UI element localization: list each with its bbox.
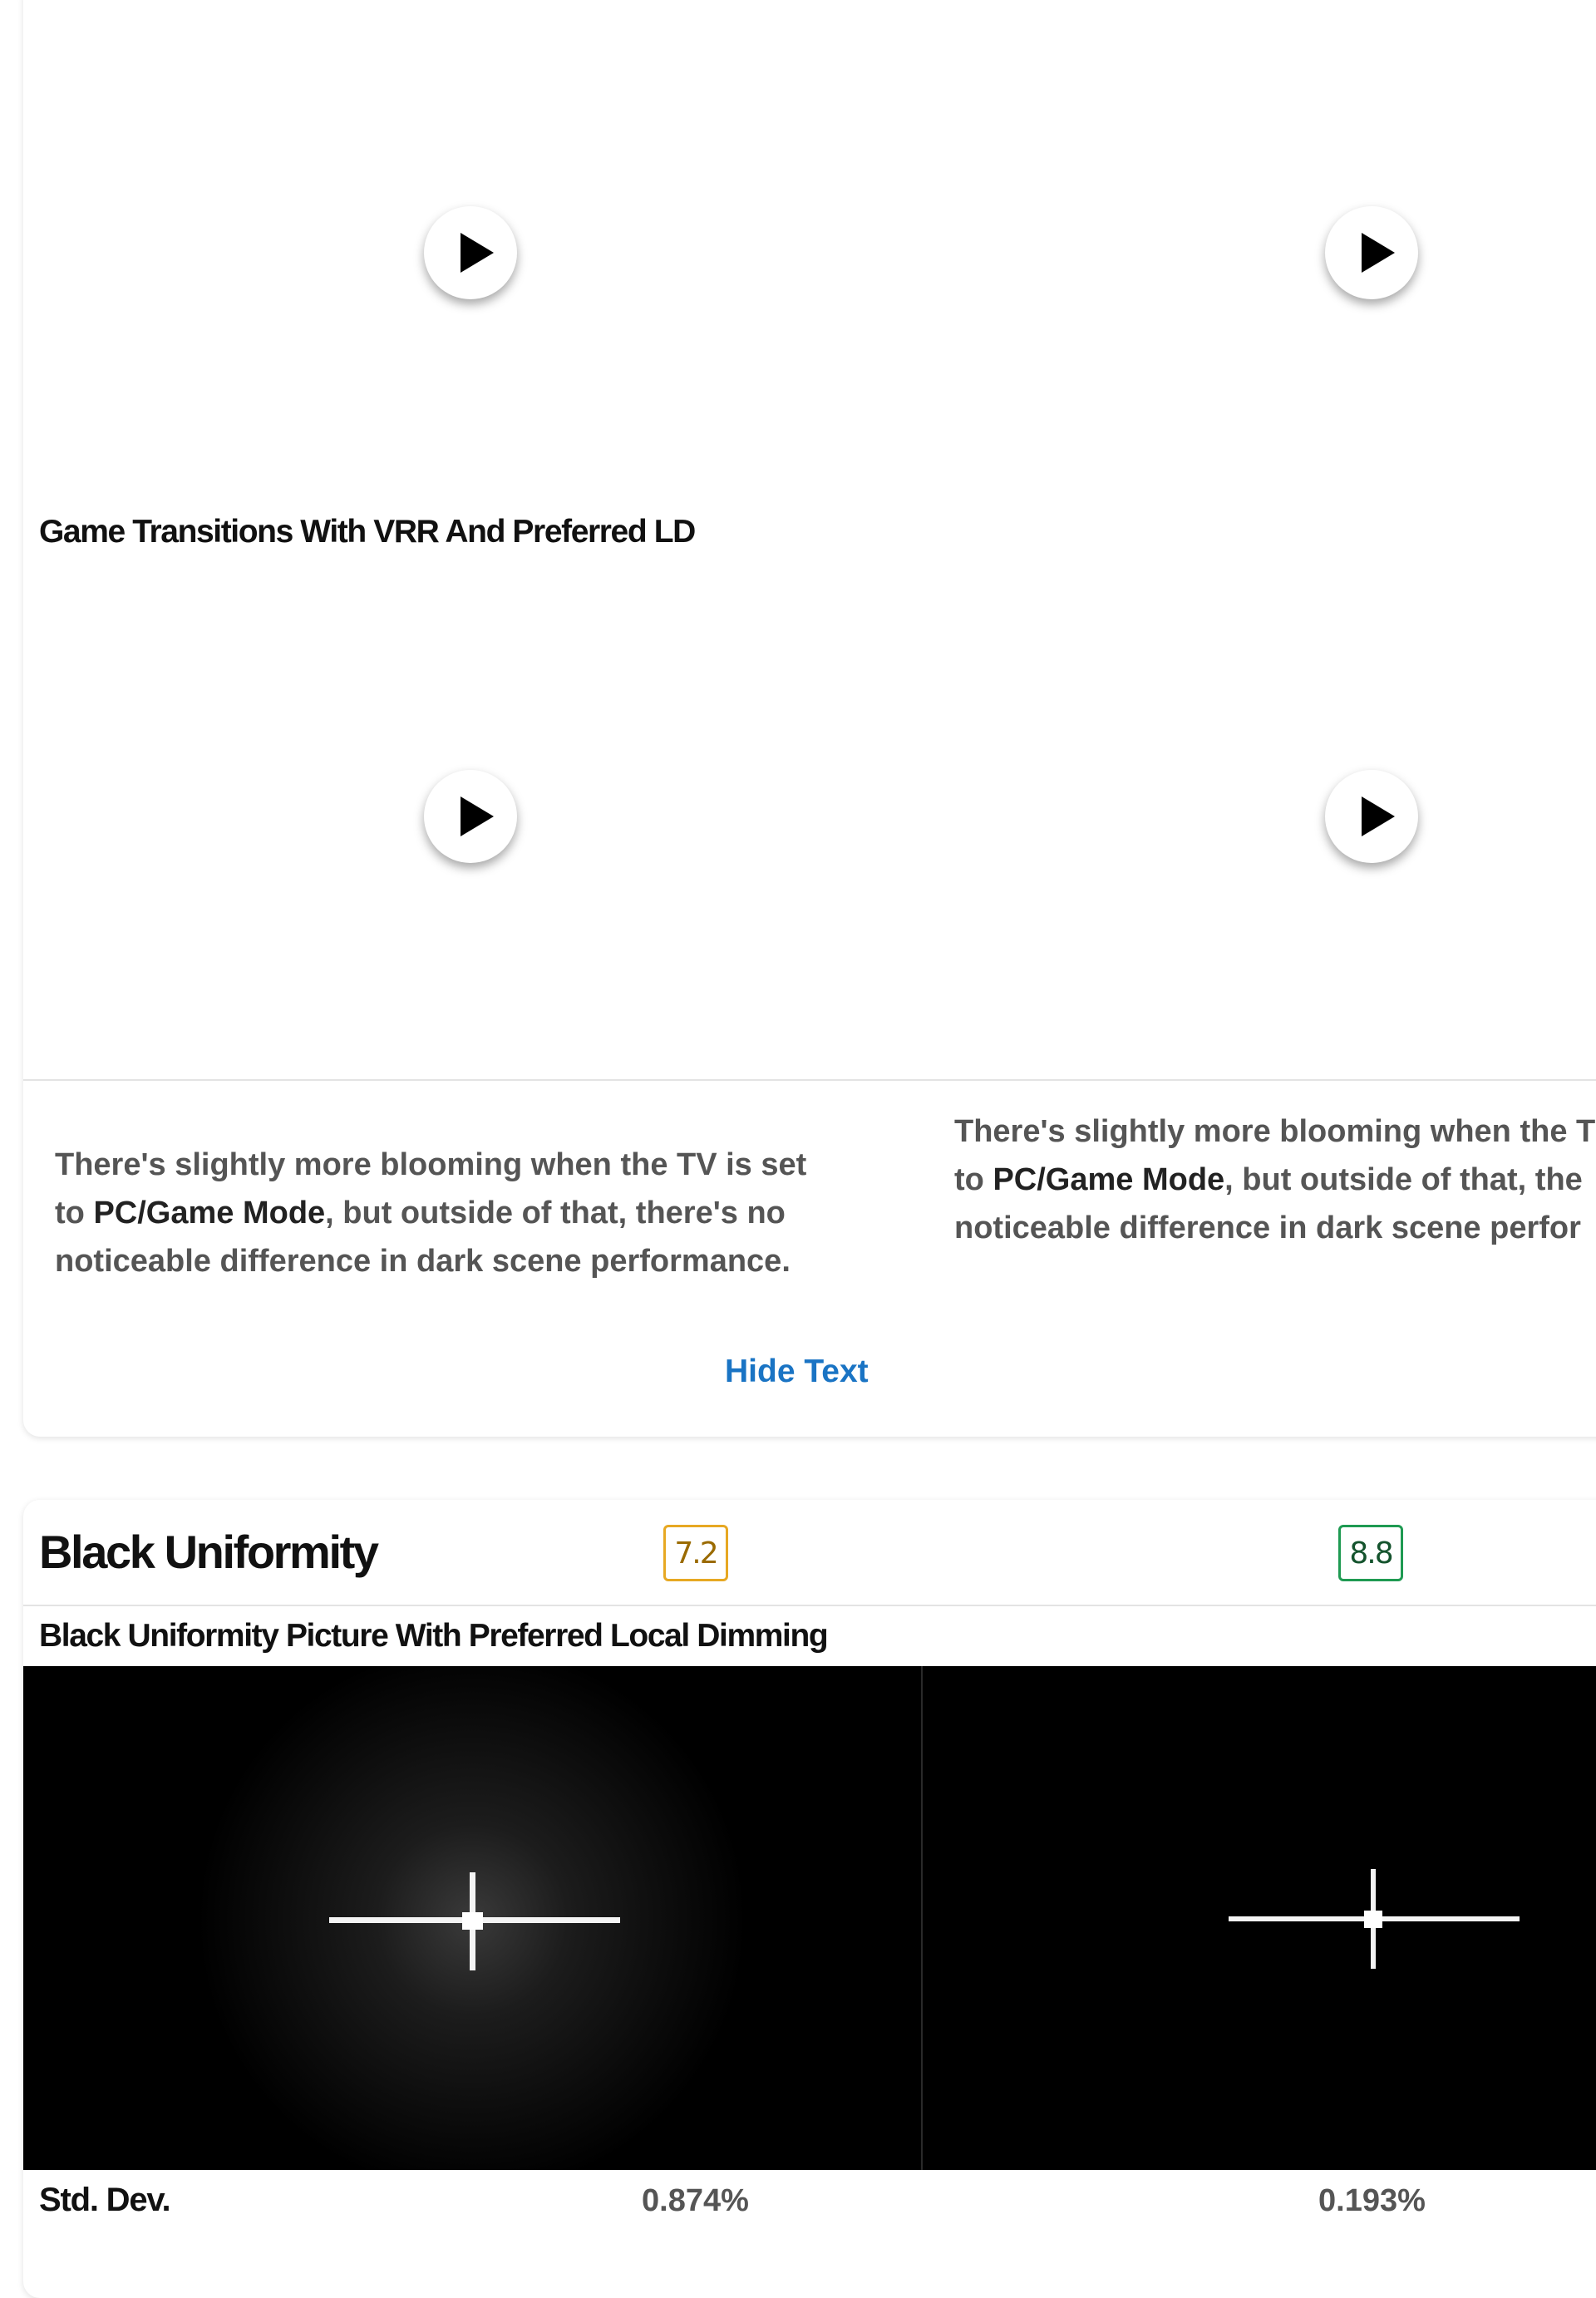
description-line: There's slightly more blooming when the TV is set — [55, 1147, 807, 1182]
image-separator — [921, 1666, 923, 2170]
cross-pattern-image — [23, 1666, 921, 2170]
video-player-right-row2[interactable] — [923, 632, 1596, 998]
std-dev-value-right: 0.193% — [1318, 2183, 1426, 2218]
row-title-game-transitions: Game Transitions With VRR And Preferred LD — [39, 514, 695, 550]
subtitle-black-uniformity-picture: Black Uniformity Picture With Preferred Local Dimming — [39, 1618, 828, 1654]
play-button[interactable] — [1325, 206, 1418, 299]
video-player-left-row1[interactable] — [23, 75, 921, 441]
video-player-left-row2[interactable] — [23, 632, 921, 998]
black-uniformity-photo-right — [923, 1666, 1596, 2170]
description-line: noticeable difference in dark scene perfor — [954, 1211, 1581, 1245]
heading-divider — [23, 1605, 1596, 1606]
play-icon — [1325, 206, 1418, 299]
description-text: to — [954, 1162, 993, 1197]
cross-pattern-image — [923, 1666, 1596, 2170]
play-button[interactable] — [1325, 770, 1418, 863]
pc-game-mode-text: PC/Game Mode — [93, 1196, 326, 1230]
video-player-right-row1[interactable] — [923, 75, 1596, 441]
play-icon — [1325, 770, 1418, 863]
description-text: , but outside of that, the — [1224, 1162, 1583, 1197]
description-line — [954, 1156, 1595, 1204]
pc-game-mode-text: PC/Game Mode — [993, 1162, 1225, 1197]
description-text: , but outside of that, there's no — [325, 1196, 786, 1230]
section-heading-black-uniformity: Black Uniformity — [39, 1526, 377, 1578]
std-dev-label: Std. Dev. — [39, 2182, 170, 2218]
score-badge-left: 7.2 — [663, 1525, 728, 1581]
description-line: noticeable difference in dark scene performance. — [55, 1244, 791, 1279]
score-badge-right: 8.8 — [1338, 1525, 1403, 1581]
std-dev-value-left: 0.874% — [642, 2183, 749, 2218]
play-icon — [424, 206, 517, 299]
description-left — [55, 1141, 806, 1285]
black-uniformity-photo-left — [23, 1666, 921, 2170]
description-right — [954, 1107, 1595, 1252]
play-button[interactable] — [424, 206, 517, 299]
description-text: to — [55, 1196, 94, 1230]
play-button[interactable] — [424, 770, 517, 863]
section-divider — [23, 1079, 1596, 1081]
play-icon — [424, 770, 517, 863]
description-line — [55, 1189, 806, 1237]
description-line: There's slightly more blooming when the T — [954, 1114, 1596, 1149]
hide-text-link[interactable]: Hide Text — [725, 1354, 869, 1389]
